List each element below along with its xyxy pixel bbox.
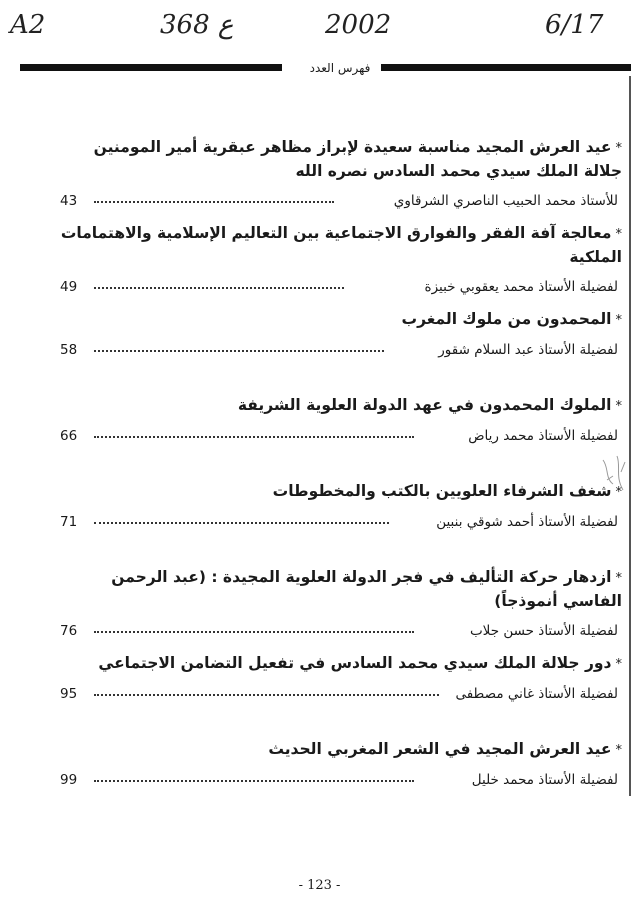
toc-entry xyxy=(60,652,622,738)
entry-page: 99 xyxy=(60,772,78,788)
star-bullet: * xyxy=(615,571,622,586)
star-bullet: * xyxy=(615,399,622,414)
star-bullet: * xyxy=(615,485,622,500)
entry-title-text: المحمدون من ملوك المغرب xyxy=(401,310,612,328)
handwritten-ref: A2 xyxy=(10,10,46,40)
handwritten-year: 2002 xyxy=(325,10,392,40)
page-number: - 123 - xyxy=(298,878,341,893)
dot-leader xyxy=(94,778,414,782)
dot-leader xyxy=(94,285,344,289)
toc-entry xyxy=(60,480,622,566)
handwritten-code: 6/17 xyxy=(545,10,604,40)
dot-leader xyxy=(94,629,414,633)
entry-page: 71 xyxy=(60,514,78,530)
entry-page: 66 xyxy=(60,428,78,444)
dot-leader xyxy=(94,692,439,696)
entry-author: لفضيلة الأستاذ حسن جلاب xyxy=(469,623,618,639)
entry-title xyxy=(60,652,622,676)
entry-title xyxy=(60,308,622,332)
entry-page: 43 xyxy=(60,193,78,209)
star-bullet: * xyxy=(615,141,622,156)
entry-title xyxy=(60,480,622,504)
entry-author: لفضيلة الأستاذ محمد يعقوبي خبيزة xyxy=(424,279,618,295)
author-line xyxy=(60,191,622,211)
entry-title xyxy=(60,136,622,183)
entry-title xyxy=(60,738,622,762)
dot-leader xyxy=(94,199,334,203)
toc-entry xyxy=(60,222,622,308)
entry-title-text: ازدهار حركة التأليف في فجر الدولة العلوية المجيدة : (عبد الرحمن الفاسي أنموذجاً) xyxy=(111,568,622,610)
dot-leader xyxy=(94,520,389,524)
dot-leader xyxy=(94,434,414,438)
entry-title xyxy=(60,566,622,613)
toc-entry xyxy=(60,566,622,652)
star-bullet: * xyxy=(615,227,622,242)
toc-entry xyxy=(60,738,622,798)
entry-title-text: عيد العرش المجيد مناسبة سعيدة لإبراز مظاهر عبقرية أمير المومنين جلالة الملك سيدي محمد السادس نصره الله xyxy=(93,138,622,180)
toc-entry xyxy=(60,136,622,222)
entry-title xyxy=(60,222,622,269)
margin-rule xyxy=(629,76,631,796)
entry-author: لفضيلة الأستاذ عبد السلام شقور xyxy=(438,342,618,358)
dot-leader xyxy=(94,348,384,352)
star-bullet: * xyxy=(615,743,622,758)
header-bar xyxy=(20,60,631,76)
handwritten-number: 368 ع xyxy=(160,10,234,40)
entry-page: 58 xyxy=(60,342,78,358)
author-line xyxy=(60,684,622,704)
entry-title-text: شغف الشرفاء العلويين بالكتب والمخطوطات xyxy=(272,482,612,500)
entry-title-text: الملوك المحمدون في عهد الدولة العلوية الشريفة xyxy=(237,396,612,414)
entry-author: لفضيلة الأستاذ أحمد شوقي بنبين xyxy=(436,514,618,530)
entry-author: لفضيلة الأستاذ محمد خليل xyxy=(471,772,618,788)
star-bullet: * xyxy=(615,313,622,328)
entry-title xyxy=(60,394,622,418)
entry-title-text: معالجة آفة الفقر والفوارق الاجتماعية بين التعاليم الإسلامية والاهتمامات الملكية xyxy=(60,224,622,266)
entry-title-text: دور جلالة الملك سيدي محمد السادس في تفعيل التضامن الاجتماعي xyxy=(98,654,612,672)
header-rule-left xyxy=(20,64,282,71)
toc-entry xyxy=(60,394,622,480)
entry-title-text: عيد العرش المجيد في الشعر المغربي الحديث xyxy=(268,740,612,758)
author-line xyxy=(60,277,622,297)
entry-page: 95 xyxy=(60,686,78,702)
pencil-scribble xyxy=(595,450,635,500)
entry-page: 76 xyxy=(60,623,78,639)
table-of-contents xyxy=(60,136,622,798)
entry-author: لفضيلة الأستاذ محمد رياض xyxy=(468,428,618,444)
entry-author: للأستاذ محمد الحبيب الناصري الشرقاوي xyxy=(393,193,618,209)
author-line xyxy=(60,770,622,790)
author-line xyxy=(60,426,622,446)
author-line xyxy=(60,512,622,532)
toc-entry xyxy=(60,308,622,394)
toc-title: فهرس العدد xyxy=(309,61,371,75)
entry-author: لفضيلة الأستاذ غاني مصطفى xyxy=(455,686,618,702)
author-line xyxy=(60,621,622,641)
star-bullet: * xyxy=(615,657,622,672)
header-rule-right xyxy=(381,64,631,71)
entry-page: 49 xyxy=(60,279,78,295)
author-line xyxy=(60,340,622,360)
